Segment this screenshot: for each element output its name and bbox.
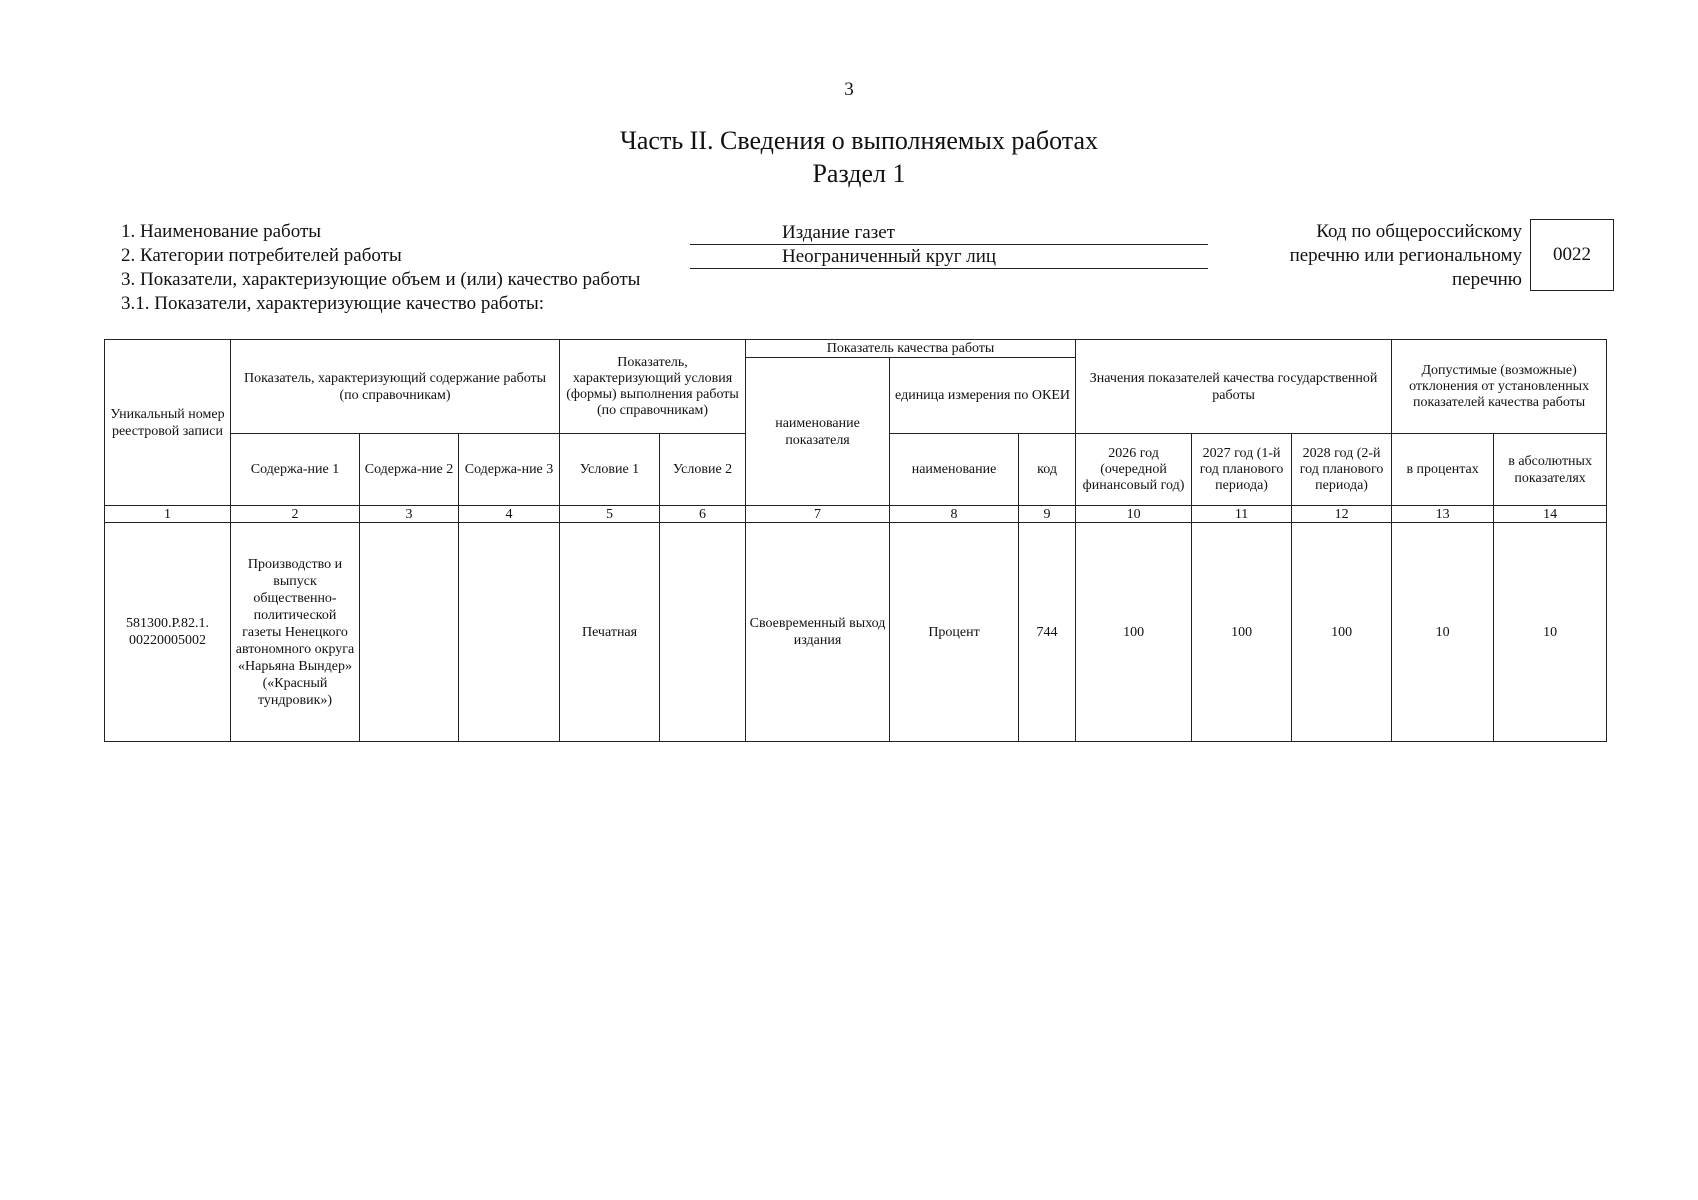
header-allowed-deviations: Допустимые (возможные) отклонения от установленных показателей качества работы [1392, 340, 1607, 434]
header-deviation-absolute: в абсолютных показателях [1494, 434, 1607, 506]
code-caption-line-3: перечню [1452, 269, 1522, 290]
column-number: 10 [1076, 506, 1192, 523]
item-work-name-label: 1. Наименование работы [121, 221, 322, 242]
column-number: 9 [1019, 506, 1076, 523]
item-consumers-label: 2. Категории потребителей работы [121, 245, 402, 266]
cell-content-1: Производство и выпуск общественно-политической газеты Ненецкого автономного округа «Нарьяна Вындер» («Красный тундровик») [231, 523, 360, 742]
registry-code-box: 0022 [1530, 219, 1614, 291]
quality-indicators-table [104, 339, 1607, 742]
header-year-2027: 2027 год (1-й год планового периода) [1192, 434, 1292, 506]
column-number: 13 [1392, 506, 1494, 523]
header-unit-name: наименование [890, 434, 1019, 506]
header-year-2028: 2028 год (2-й год планового периода) [1292, 434, 1392, 506]
consumers-field [690, 246, 1208, 269]
column-number: 8 [890, 506, 1019, 523]
header-content-1: Содержа-ние 1 [231, 434, 360, 506]
code-caption-line-1: Код по общероссийскому [1316, 221, 1522, 242]
column-number: 7 [746, 506, 890, 523]
column-number: 12 [1292, 506, 1392, 523]
cell-content-2 [360, 523, 459, 742]
table-row [105, 523, 1607, 742]
header-content-2: Содержа-ние 2 [360, 434, 459, 506]
cell-content-3 [459, 523, 560, 742]
header-year-2026: 2026 год (очередной финансовый год) [1076, 434, 1192, 506]
header-content-indicator: Показатель, характеризующий содержание работы (по справочникам) [231, 340, 560, 434]
item-indicators-label: 3. Показатели, характеризующие объем и (или) качество работы [121, 269, 641, 290]
cell-unit-name: Процент [890, 523, 1019, 742]
cell-value-2026: 100 [1076, 523, 1192, 742]
cell-deviation-absolute: 10 [1494, 523, 1607, 742]
column-number: 14 [1494, 506, 1607, 523]
column-number: 2 [231, 506, 360, 523]
cell-condition-2 [660, 523, 746, 742]
header-indicator-name: наименование показателя [746, 358, 890, 506]
cell-condition-1: Печатная [560, 523, 660, 742]
item-quality-indicators-label: 3.1. Показатели, характеризующие качество работы: [121, 293, 545, 314]
cell-value-2027: 100 [1192, 523, 1292, 742]
cell-registry-number: 581300.Р.82.1. 00220005002 [105, 523, 231, 742]
work-name-value: Издание газет [782, 222, 895, 243]
column-number: 3 [360, 506, 459, 523]
cell-value-2028: 100 [1292, 523, 1392, 742]
header-deviation-percent: в процентах [1392, 434, 1494, 506]
code-caption-line-2: перечню или региональному [1289, 245, 1522, 266]
header-unique-number: Уникальный номер реестровой записи [105, 340, 231, 506]
header-unit-okei: единица измерения по ОКЕИ [890, 358, 1076, 434]
header-quality-indicator: Показатель качества работы [746, 340, 1076, 358]
cell-indicator-name: Своевременный выход издания [746, 523, 890, 742]
header-conditions-indicator: Показатель, характеризующий условия (формы) выполнения работы (по справочникам) [560, 340, 746, 434]
column-number: 11 [1192, 506, 1292, 523]
column-number: 6 [660, 506, 746, 523]
column-number: 5 [560, 506, 660, 523]
page-number: 3 [844, 79, 854, 100]
cell-deviation-percent: 10 [1392, 523, 1494, 742]
part-title: Часть II. Сведения о выполняемых работах [619, 126, 1098, 155]
consumers-value: Неограниченный круг лиц [782, 246, 997, 267]
section-title: Раздел 1 [812, 159, 906, 188]
header-content-3: Содержа-ние 3 [459, 434, 560, 506]
header-quality-values: Значения показателей качества государственной работы [1076, 340, 1392, 434]
work-name-field [690, 222, 1208, 245]
header-condition-1: Условие 1 [560, 434, 660, 506]
cell-unit-code: 744 [1019, 523, 1076, 742]
column-number: 1 [105, 506, 231, 523]
column-number: 4 [459, 506, 560, 523]
header-condition-2: Условие 2 [660, 434, 746, 506]
header-unit-code: код [1019, 434, 1076, 506]
